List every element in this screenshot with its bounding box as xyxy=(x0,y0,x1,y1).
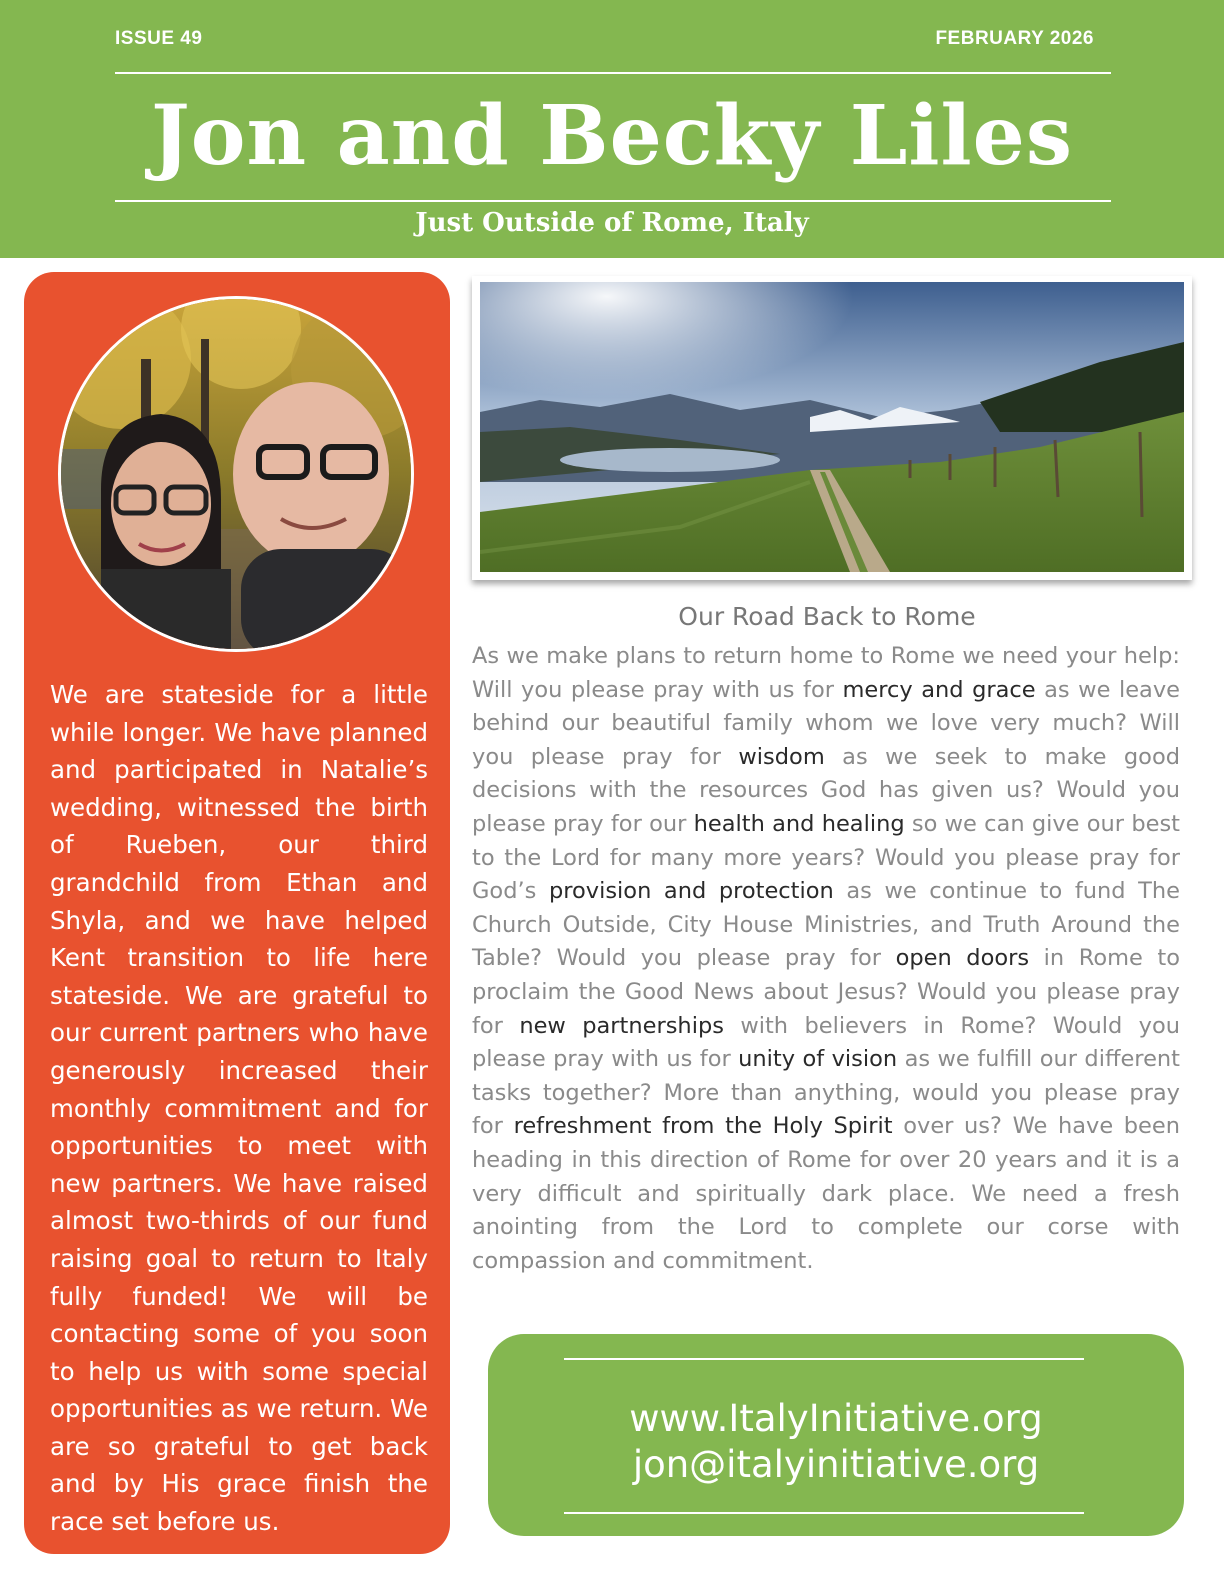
article-text: as we continue to fund The Church Outside, City House Ministries, and Truth Around the Table? Would you please pray for xyxy=(472,878,1180,972)
website-link[interactable]: www.ItalyInitiative.org xyxy=(629,1397,1043,1440)
update-sidebar xyxy=(24,272,450,1554)
masthead-divider-top xyxy=(115,72,1111,74)
article-text: over us? We have been heading in this direction of Rome for over 20 years and it is a very difficult and spiritually dark place. We need a fresh anointing from the Lord to complete our corse with compassion and commitment. xyxy=(472,1113,1181,1274)
prayer-topic: refreshment from the Holy Spirit xyxy=(513,1113,893,1140)
email-link[interactable]: jon@italyinitiative.org xyxy=(632,1443,1040,1486)
contact-divider-top xyxy=(564,1358,1084,1360)
article-title: Our Road Back to Rome xyxy=(678,602,976,631)
stateside-update-text: We are stateside for a little while longer. We have planned and participated in Natalie’s wedding, witnessed the birth of Rueben, our third grandchild from Ethan and Shyla, and we have helped Kent transition to life here stateside. We are grateful to our current partners who have generously increased their monthly commitment and for opportunities to meet with new partners. We have raised almost two-thirds of our fund raising goal to return to Italy fully funded! We will be contacting some of you soon to help us with some special opportunities as we return. We are so grateful to get back and by His grace finish the race set before us. xyxy=(50,680,428,1537)
landscape-photo-frame xyxy=(472,276,1192,580)
article-text: so we can give our best to the Lord for many more years? Would you please pray for God’s xyxy=(472,810,1180,905)
article-text: as we seek to make good decisions with the resources God has given us? Would you please pray for our xyxy=(472,743,1180,837)
article-text: with believers in Rome? Would you please pray with us for xyxy=(472,1012,1180,1073)
prayer-topic: new partnerships xyxy=(519,1012,724,1039)
couple-portrait-photo xyxy=(58,296,414,652)
issue-number: ISSUE 49 xyxy=(115,28,203,49)
prayer-request-article xyxy=(472,640,1180,1278)
contact-divider-bottom xyxy=(564,1512,1084,1514)
article-text: As we make plans to return home to Rome we need your help: Will you please pray with us for xyxy=(472,643,1180,703)
masthead-divider-bottom xyxy=(115,200,1111,202)
contact-box xyxy=(488,1334,1184,1536)
prayer-topic: provision and protection xyxy=(548,878,834,905)
newsletter-title: Jon and Becky Liles xyxy=(150,88,1073,184)
newsletter-subtitle: Just Outside of Rome, Italy xyxy=(415,208,809,238)
prayer-topic: mercy and grace xyxy=(842,676,1036,703)
prayer-topic: open doors xyxy=(895,945,1030,972)
mountain-road-photo xyxy=(480,282,1184,572)
prayer-topic: health and healing xyxy=(693,810,905,837)
prayer-topic: wisdom xyxy=(738,743,825,770)
article-text: in Rome to proclaim the Good News about Jesus? Would you please pray for xyxy=(472,945,1181,1039)
article-text: as we fulfill our different tasks together? More than anything, would you please pray for xyxy=(472,1046,1180,1140)
prayer-topic: unity of vision xyxy=(738,1046,898,1073)
issue-date: FEBRUARY 2026 xyxy=(935,28,1094,49)
article-text: as we leave behind our beautiful family whom we love very much? Will you please pray for xyxy=(472,676,1180,770)
masthead xyxy=(0,0,1224,258)
